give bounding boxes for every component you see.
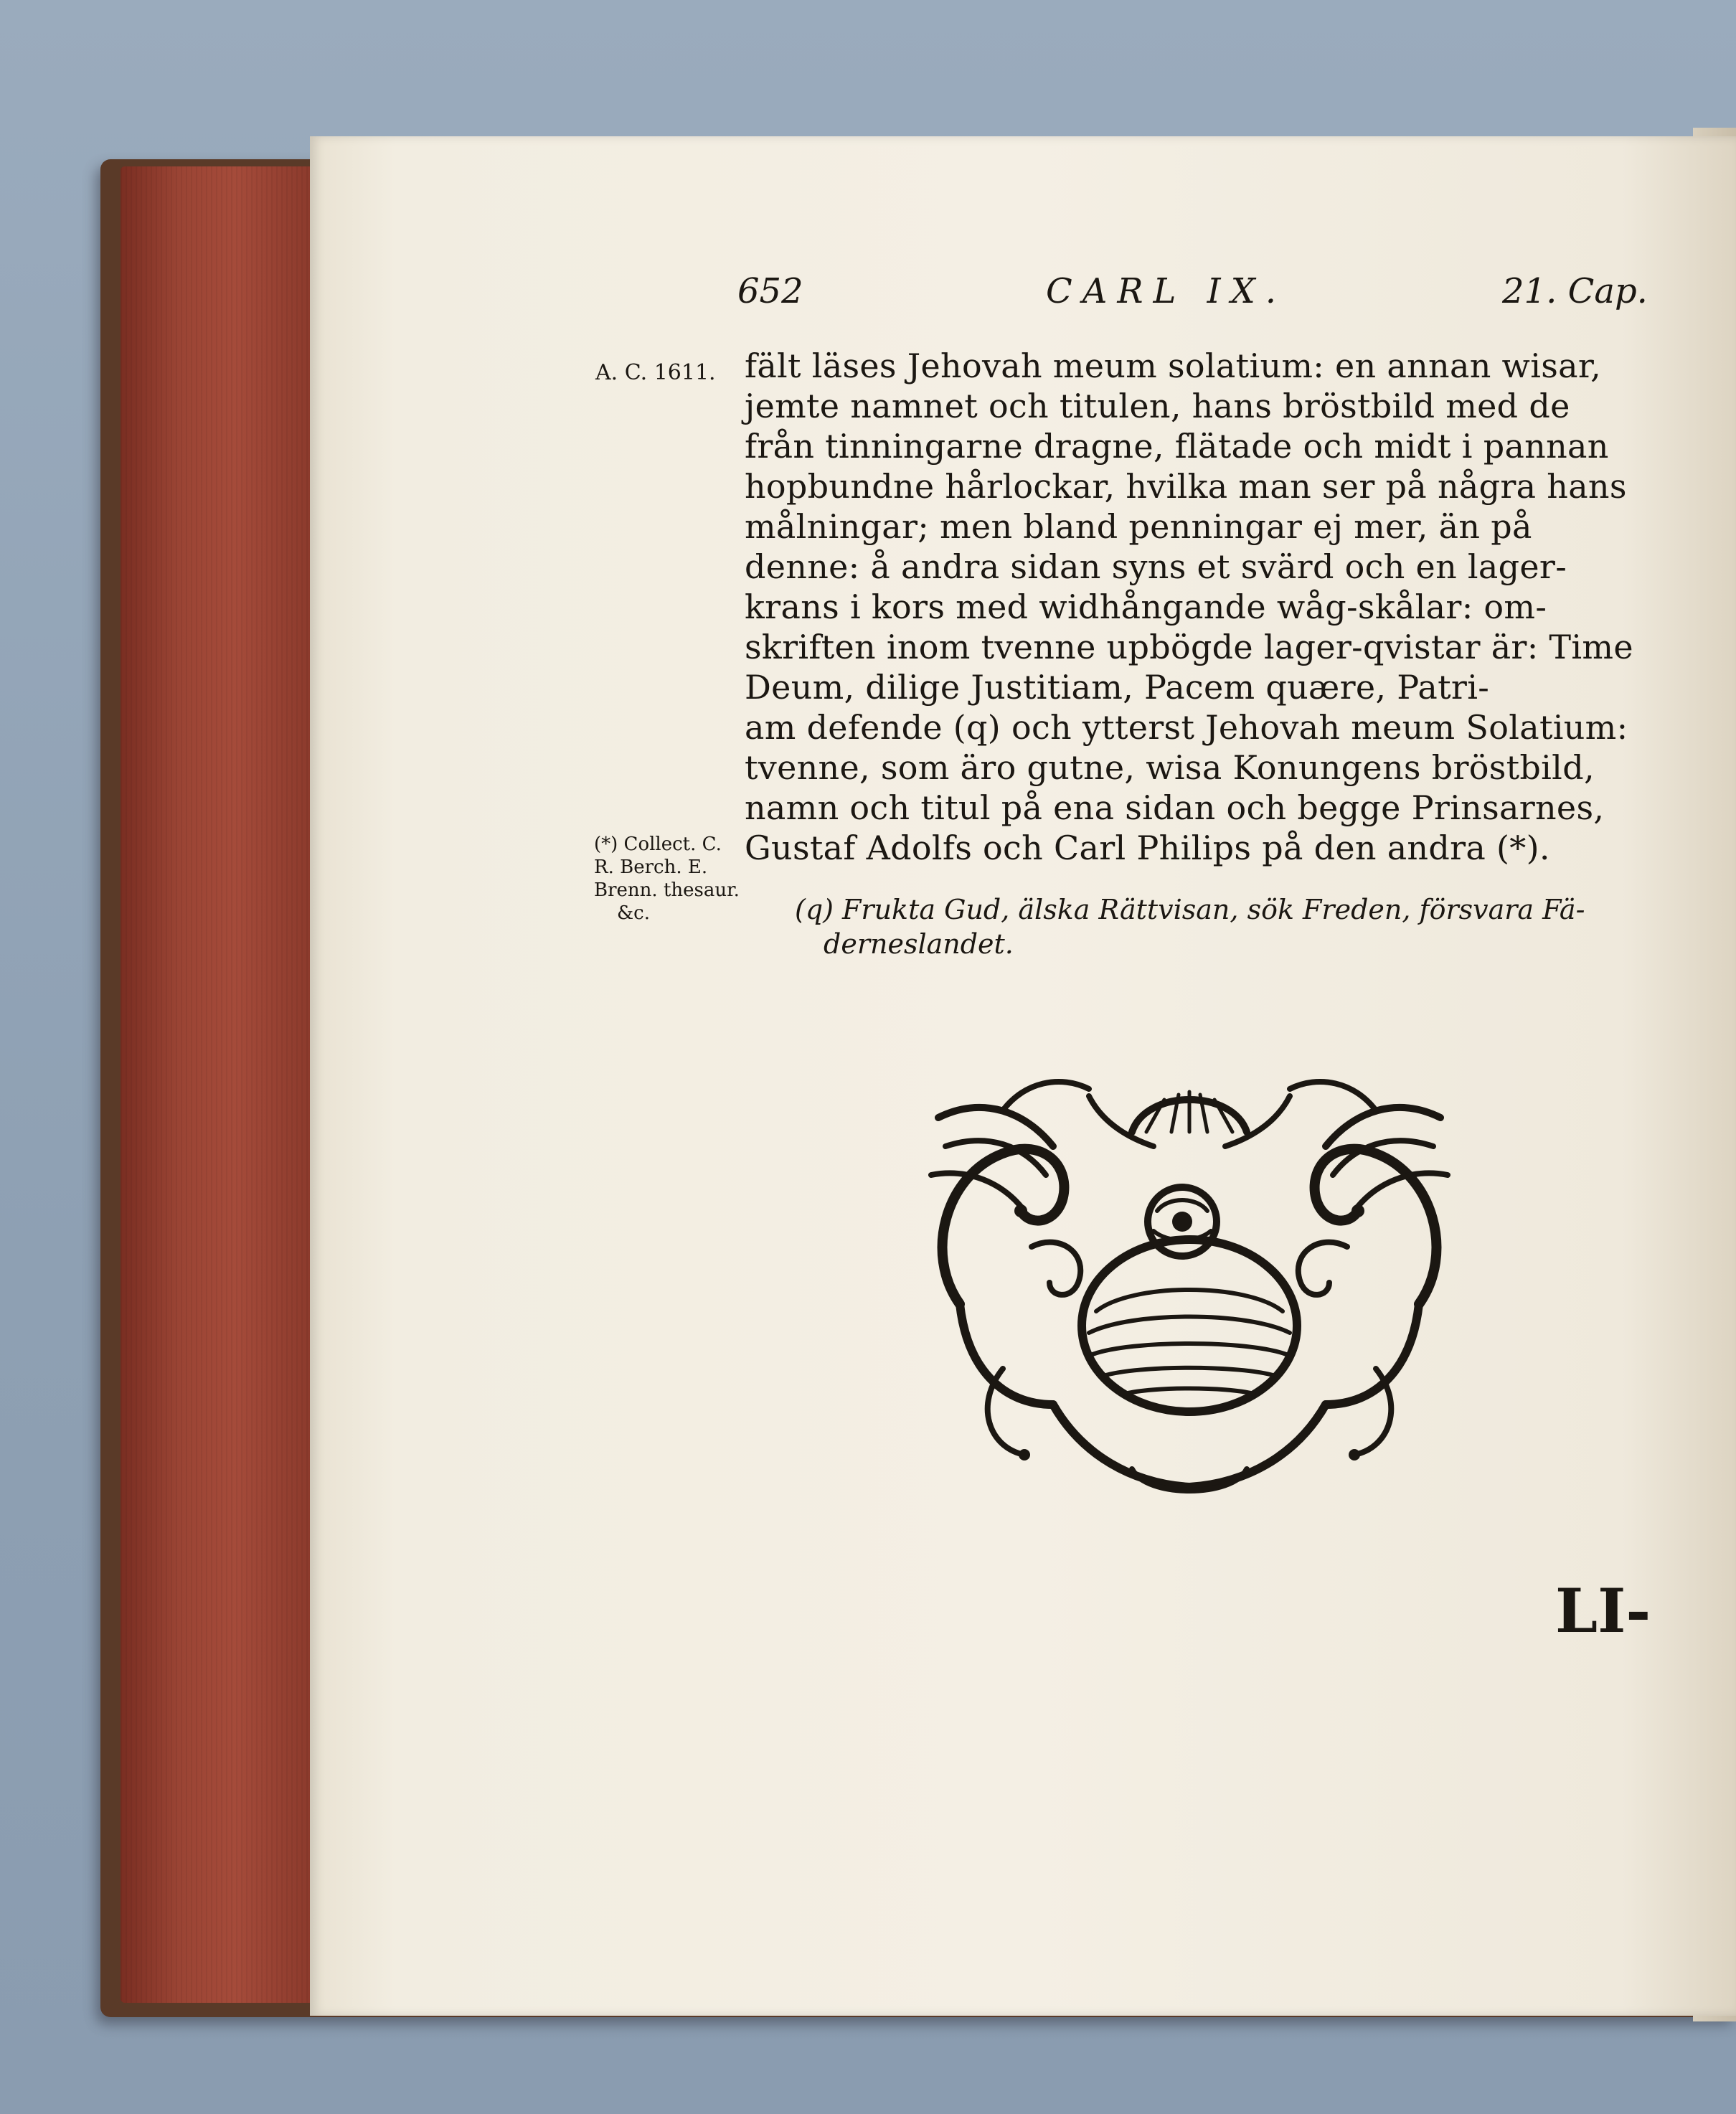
footnote-line: (q) Frukta Gud, älska Rättvisan, sök Freden, försvara Fä- (795, 894, 1585, 925)
body-line: från tinningarne dragne, flätade och midt i pannan (745, 427, 1609, 466)
body-line: denne: å andra sidan syns et svärd och en lager- (745, 547, 1567, 586)
rococo-shell-ornament-icon (917, 1067, 1462, 1512)
page-number: 652 (737, 271, 803, 311)
body-line: Gustaf Adolfs och Carl Philips på den andra (*). (745, 829, 1550, 867)
chapter-label: 21. Cap. (1502, 271, 1648, 311)
body-line: namn och titul på ena sidan och begge Prinsarnes, (745, 788, 1605, 827)
sidenote-line: R. Berch. E. (594, 857, 708, 878)
body-line: målningar; men bland penningar ej mer, än på (745, 507, 1532, 546)
footnote-line: derneslandet. (824, 928, 1014, 960)
sidenote-line: (*) Collect. C. (594, 834, 722, 855)
sidenote-line: Brenn. thesaur. (594, 879, 740, 901)
body-line: am defende (q) och ytterst Jehovah meum Solatium: (745, 708, 1628, 747)
body-line: tvenne, som äro gutne, wisa Konungens bröstbild, (745, 748, 1595, 787)
catchword: LI- (1555, 1575, 1651, 1646)
body-line: hopbundne hårlockar, hvilka man ser på några hans (745, 467, 1627, 506)
sidenote-line: &c. (617, 902, 650, 924)
body-line: krans i kors med widhångande wåg-skålar: om- (745, 588, 1547, 626)
body-line: fält läses Jehovah meum solatium: en annan wisar, (745, 346, 1602, 385)
body-line: Deum, dilige Justitiam, Pacem quære, Patri- (745, 668, 1490, 707)
body-line: skriften inom tvenne upbögde lager-qvistar är: Time (745, 628, 1633, 666)
body-line: jemte namnet och titulen, hans bröstbild med de (745, 387, 1570, 425)
page-edges (121, 166, 313, 2003)
margin-year: A. C. 1611. (595, 360, 716, 385)
running-title: CARL IX. (1046, 271, 1287, 311)
